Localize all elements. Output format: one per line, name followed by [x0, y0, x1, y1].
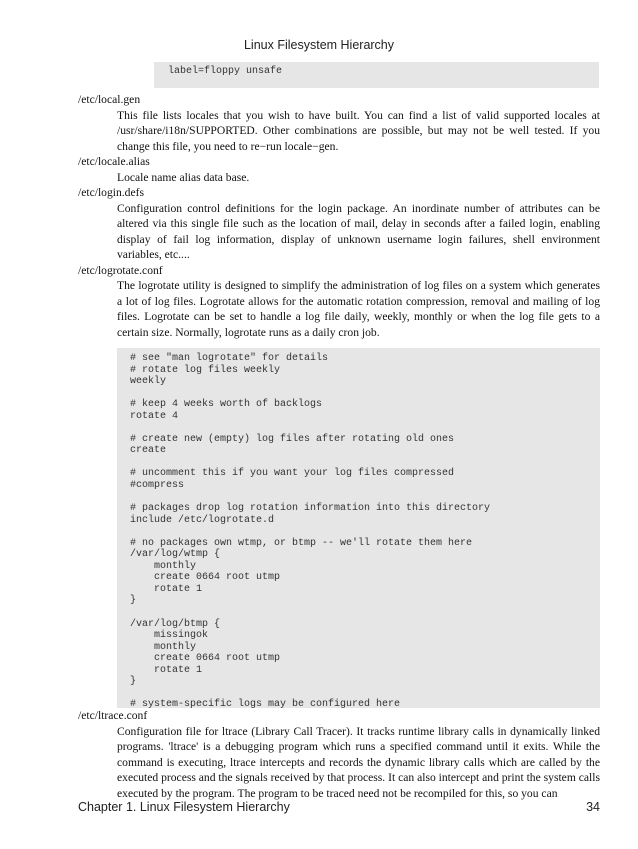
- entry-logrotate-conf: [78, 263, 600, 709]
- entry-term: /etc/login.defs: [78, 186, 145, 199]
- entry-term: /etc/local.gen: [78, 93, 141, 106]
- entry-login-defs: [78, 185, 600, 263]
- entry-description: Configuration file for ltrace (Library Call Tracer). It tracks runtime library calls in dynamically linked programs. 'ltrace' is a debugging program which runs a specified command until it exits. While the command is executing, ltrace intercepts and records the dynamic library calls which are called by the executed process and the signals received by that process. It can also intercept and print the system calls executed by the program. The program to be traced need not be recompiled for this, so you can: [117, 724, 600, 800]
- page-number: 34: [586, 800, 600, 814]
- code-text: # see "man logrotate" for details # rotate log files weekly weekly # keep 4 weeks worth of backlogs rotate 4 # create new (empty) log files after rotating old ones create # uncomment this if you want your log files compressed #compress # packages drop log rotation information into this directory include /etc/logrotate.d # no packages own wtmp, or btmp -- we'll rotate them here /var/log/wtmp { monthly create 0664 root utmp rotate 1 } /var/log/btmp { missingok monthly create 0664 root utmp rotate 1 } # system-specific logs may be configured here: [130, 353, 491, 708]
- entry-term: /etc/locale.alias: [78, 155, 150, 168]
- page-footer: [78, 800, 600, 814]
- page-content: [78, 92, 600, 801]
- entry-description: This file lists locales that you wish to have built. You can find a list of valid supported locales at /usr/share/i18n/SUPPORTED. Other combinations are possible, but may not be well tested. If you change this file, you need to re−run locale−gen.: [117, 108, 600, 153]
- code-block-top: [154, 62, 599, 88]
- entry-locale-alias: [78, 154, 600, 185]
- entry-description: Configuration control definitions for the login package. An inordinate number of attributes can be altered via this single file such as the location of mail, delay in seconds after a failed login, enabling display of fail log information, display of unknown username login failures, shell environment variables, etc....: [117, 201, 600, 261]
- entry-description: The logrotate utility is designed to simplify the administration of log files on a system which generates a lot of log files. Logrotate allows for the automatic rotation compression, removal and mailing of log files. Logrotate can be set to handle a log file daily, weekly, monthly or when the log file gets to a certain size. Normally, logrotate runs as a daily cron job.: [117, 279, 600, 339]
- page-header: Linux Filesystem Hierarchy: [243, 38, 395, 52]
- entry-ltrace-conf: [78, 708, 600, 801]
- entry-description: Locale name alias data base.: [117, 170, 250, 184]
- logrotate-code-block: [117, 348, 600, 708]
- footer-chapter: Chapter 1. Linux Filesystem Hierarchy: [78, 800, 290, 814]
- entry-local-gen: [78, 92, 600, 154]
- entry-term: /etc/ltrace.conf: [78, 709, 148, 722]
- entry-term: /etc/logrotate.conf: [78, 263, 163, 277]
- code-text: label=floppy unsafe: [168, 66, 283, 77]
